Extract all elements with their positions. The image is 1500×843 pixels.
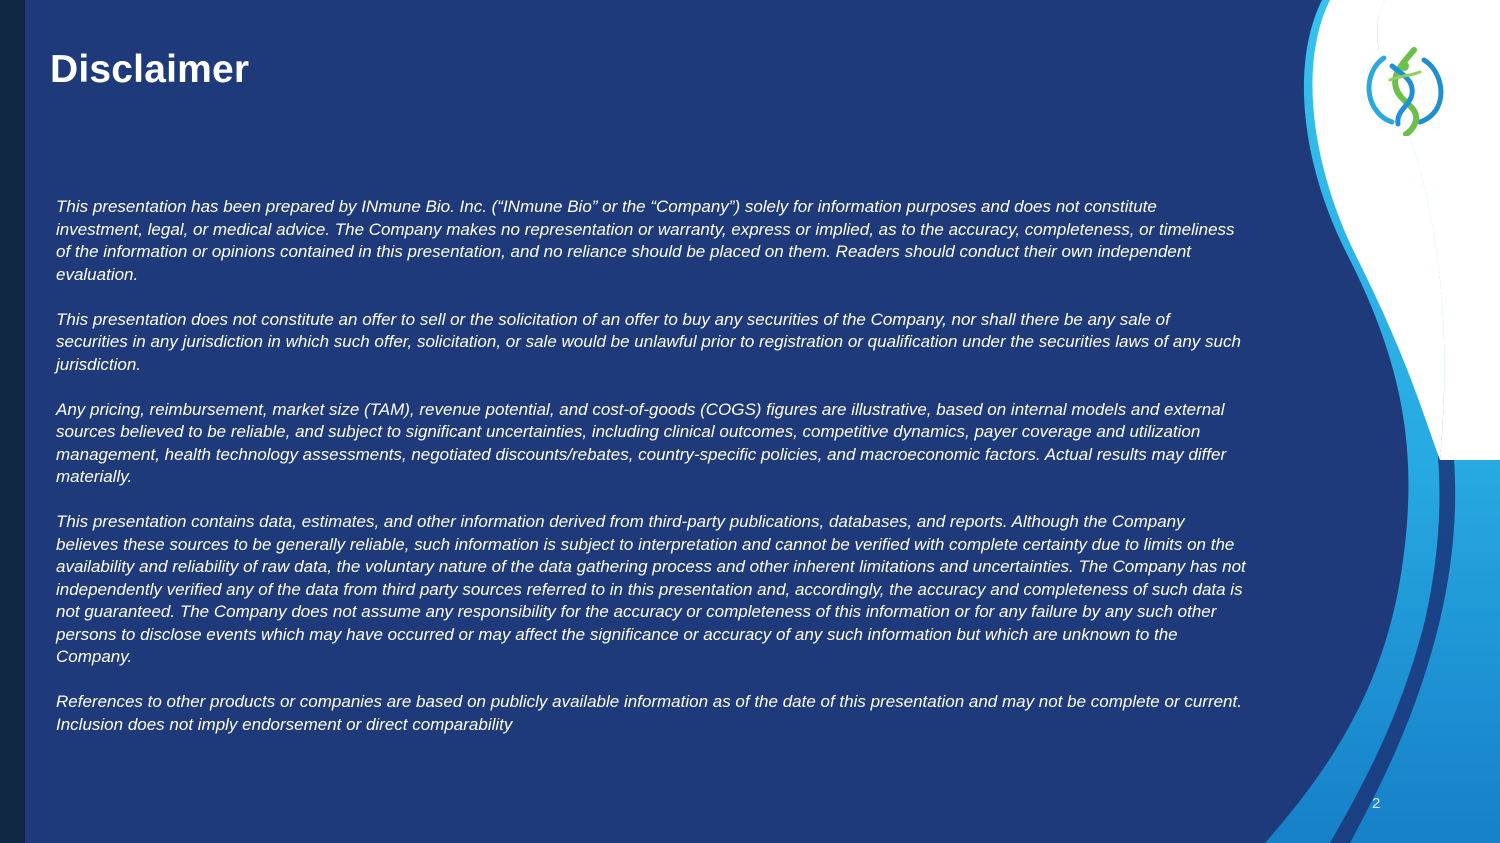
- disclaimer-body: [56, 196, 1246, 759]
- disclaimer-paragraph: This presentation has been prepared by INmune Bio. Inc. (“INmune Bio” or the “Company”) solely for information purposes and does not constitute investment, legal, or medical advice. The Company makes no representation or warranty, express or implied, as to the accuracy, completeness, or timeliness of the information or opinions contained in this presentation, and no reliance should be placed on them. Readers should conduct their own independent evaluation.: [56, 197, 1235, 284]
- disclaimer-paragraph: References to other products or companies are based on publicly available information as of the date of this presentation and may not be complete or current. Inclusion does not imply endorsement or direct comparability: [56, 692, 1242, 734]
- slide-title: Disclaimer: [50, 48, 250, 91]
- helix-person-logo-icon: [1362, 44, 1448, 136]
- disclaimer-paragraph: This presentation does not constitute an offer to sell or the solicitation of an offer to buy any securities of the Company, nor shall there be any sale of securities in any jurisdiction in which such offer, solicitation, or sale would be unlawful prior to registration or qualification under the securities laws of any such jurisdiction.: [56, 309, 1241, 374]
- disclaimer-paragraph: This presentation contains data, estimates, and other information derived from third-party publications, databases, and reports. Although the Company believes these sources to be generally reliable, such information is subject to interpretation and cannot be verified with complete certainty due to limits on the availability and reliability of raw data, the voluntary nature of the data gathering process and other inherent limitations and uncertainties. The Company has not independently verified any of the data from third party sources referred to in this presentation and, accordingly, the accuracy and completeness of such data is not guaranteed. The Company does not assume any responsibility for the accuracy or completeness of this information or for any failure by any such other persons to disclose events which may have occurred or may affect the significance or accuracy of any such information but which are unknown to the Company.: [56, 512, 1246, 666]
- page-number: 2: [1372, 795, 1381, 812]
- disclaimer-paragraph: Any pricing, reimbursement, market size (TAM), revenue potential, and cost-of-goods (COGS) figures are illustrative, based on internal models and external sources believed to be reliable, and subject to significant uncertainties, including clinical outcomes, competitive dynamics, payer coverage and utilization management, health technology assessments, negotiated discounts/rebates, country-specific policies, and macroeconomic factors. Actual results may differ materially.: [56, 399, 1227, 486]
